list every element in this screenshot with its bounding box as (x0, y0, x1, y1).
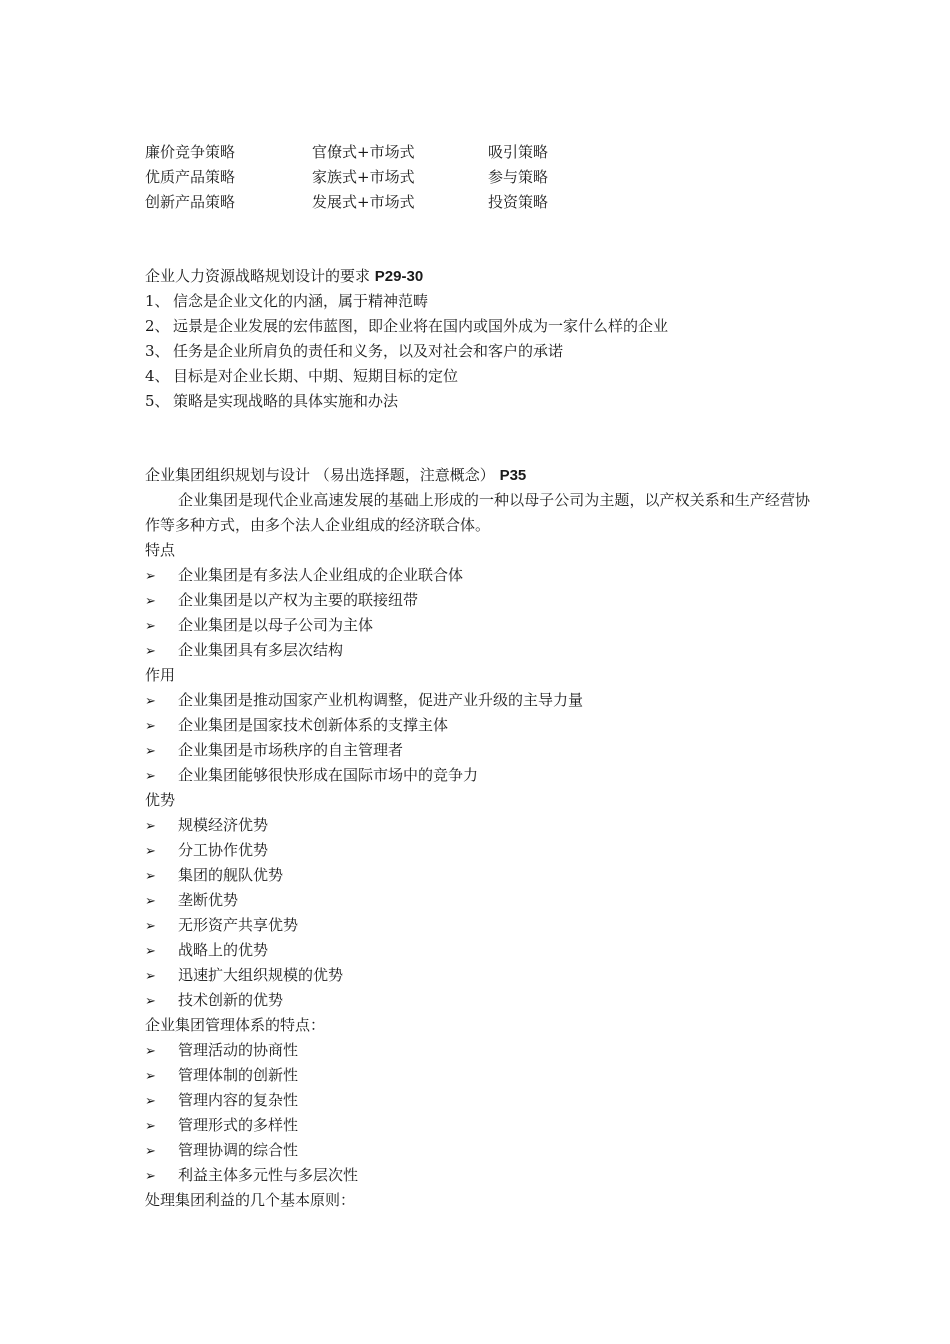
bullet-item (145, 838, 268, 863)
bullet-item (145, 1088, 298, 1113)
arrow-bullet-icon: ➢ (145, 1144, 156, 1159)
arrow-bullet-icon: ➢ (145, 694, 156, 709)
bullet-item (145, 763, 478, 788)
bullet-text: 管理内容的复杂性 (178, 1091, 299, 1109)
item-number: 2、 (145, 317, 170, 335)
item-number: 4、 (145, 367, 170, 385)
arrow-bullet-icon: ➢ (145, 844, 156, 859)
principles-heading: 处理集团利益的几个基本原则： (145, 1191, 356, 1209)
item-text: 信念是企业文化的内涵，属于精神范畴 (173, 292, 429, 310)
strategy-cell: 参与策略 (488, 168, 549, 186)
hr-list-item (145, 389, 398, 414)
bullet-text: 企业集团是国家技术创新体系的支撑主体 (178, 716, 449, 734)
arrow-bullet-icon: ➢ (145, 1094, 156, 1109)
arrow-bullet-icon: ➢ (145, 1044, 156, 1059)
bullet-text: 企业集团是推动国家产业机构调整，促进产业升级的主导力量 (178, 691, 584, 709)
arrow-bullet-icon: ➢ (145, 1069, 156, 1084)
bullet-text: 管理活动的协商性 (178, 1041, 299, 1059)
arrow-bullet-icon: ➢ (145, 744, 156, 759)
bullet-item (145, 863, 283, 888)
bullet-text: 管理协调的综合性 (178, 1141, 299, 1159)
strategy-cell: 吸引策略 (488, 143, 549, 161)
arrow-bullet-icon: ➢ (145, 769, 156, 784)
item-text: 任务是企业所肩负的责任和义务，以及对社会和客户的承诺 (173, 342, 564, 360)
hr-page-ref: P29-30 (374, 268, 424, 285)
bullet-item (145, 1063, 298, 1088)
bullet-item (145, 888, 238, 913)
bullet-text: 技术创新的优势 (178, 991, 284, 1009)
hr-list-item (145, 314, 668, 339)
hr-section-heading (145, 264, 423, 289)
arrow-bullet-icon: ➢ (145, 869, 156, 884)
arrow-bullet-icon: ➢ (145, 719, 156, 734)
bullet-item (145, 1113, 298, 1138)
bullet-text: 利益主体多元性与多层次性 (178, 1166, 359, 1184)
hr-list-item (145, 289, 428, 314)
bullet-item (145, 1038, 298, 1063)
item-text: 目标是对企业长期、中期、短期目标的定位 (173, 367, 459, 385)
arrow-bullet-icon: ➢ (145, 619, 156, 634)
bullet-text: 迅速扩大组织规模的优势 (178, 966, 344, 984)
strategy-cell: 创新产品策略 (145, 193, 236, 211)
group-title: 企业集团组织规划与设计 （易出选择题，注意概念） (145, 466, 495, 484)
bullet-item (145, 588, 418, 613)
group-page-ref: P35 (499, 467, 527, 484)
bullet-text: 企业集团具有多层次结构 (178, 641, 344, 659)
bullet-text: 企业集团是市场秩序的自主管理者 (178, 741, 404, 759)
bullet-item (145, 938, 268, 963)
bullet-item (145, 563, 463, 588)
bullet-item (145, 988, 283, 1013)
roles-heading: 作用 (145, 666, 176, 684)
arrow-bullet-icon: ➢ (145, 1169, 156, 1184)
strategy-cell: 家族式+市场式 (312, 168, 415, 186)
bullet-text: 垄断优势 (178, 891, 239, 909)
item-text: 策略是实现战略的具体实施和办法 (173, 392, 399, 410)
arrow-bullet-icon: ➢ (145, 819, 156, 834)
bullet-item (145, 913, 298, 938)
arrow-bullet-icon: ➢ (145, 1119, 156, 1134)
bullet-item (145, 1163, 358, 1188)
item-number: 3、 (145, 342, 170, 360)
arrow-bullet-icon: ➢ (145, 969, 156, 984)
arrow-bullet-icon: ➢ (145, 594, 156, 609)
bullet-text: 企业集团是以产权为主要的联接纽带 (178, 591, 419, 609)
item-text: 远景是企业发展的宏伟蓝图，即企业将在国内或国外成为一家什么样的企业 (173, 317, 669, 335)
bullet-text: 企业集团是以母子公司为主体 (178, 616, 374, 634)
bullet-item (145, 738, 403, 763)
group-intro-paragraph: 企业集团是现代企业高速发展的基础上形成的一种以母子公司为主题，以产权关系和生产经营协作等多种方式，由多个法人企业组成的经济联合体。 (145, 491, 810, 534)
bullet-item (145, 713, 448, 738)
features-heading: 特点 (145, 541, 176, 559)
bullet-text: 企业集团能够很快形成在国际市场中的竞争力 (178, 766, 479, 784)
strategy-cell: 投资策略 (488, 193, 549, 211)
bullet-text: 规模经济优势 (178, 816, 269, 834)
bullet-item (145, 963, 343, 988)
bullet-text: 集团的舰队优势 (178, 866, 284, 884)
arrow-bullet-icon: ➢ (145, 894, 156, 909)
bullet-text: 管理形式的多样性 (178, 1116, 299, 1134)
bullet-item (145, 613, 373, 638)
bullet-item (145, 813, 268, 838)
bullet-text: 分工协作优势 (178, 841, 269, 859)
bullet-text: 管理体制的创新性 (178, 1066, 299, 1084)
hr-list-item (145, 339, 563, 364)
strategy-cell: 发展式+市场式 (312, 193, 415, 211)
arrow-bullet-icon: ➢ (145, 569, 156, 584)
bullet-text: 无形资产共享优势 (178, 916, 299, 934)
bullet-item (145, 688, 583, 713)
bullet-item (145, 638, 343, 663)
bullet-text: 战略上的优势 (178, 941, 269, 959)
item-number: 5、 (145, 392, 170, 410)
arrow-bullet-icon: ➢ (145, 644, 156, 659)
strategy-cell: 廉价竞争策略 (145, 143, 236, 161)
arrow-bullet-icon: ➢ (145, 994, 156, 1009)
bullet-item (145, 1138, 298, 1163)
arrow-bullet-icon: ➢ (145, 919, 156, 934)
bullet-text: 企业集团是有多法人企业组成的企业联合体 (178, 566, 464, 584)
item-number: 1、 (145, 292, 170, 310)
group-section-heading (145, 463, 526, 488)
strategy-cell: 优质产品策略 (145, 168, 236, 186)
hr-list-item (145, 364, 458, 389)
mgmt-heading: 企业集团管理体系的特点： (145, 1016, 326, 1034)
hr-title: 企业人力资源战略规划设计的要求 (145, 267, 371, 285)
arrow-bullet-icon: ➢ (145, 944, 156, 959)
strategy-cell: 官僚式+市场式 (312, 143, 415, 161)
advantages-heading: 优势 (145, 791, 176, 809)
